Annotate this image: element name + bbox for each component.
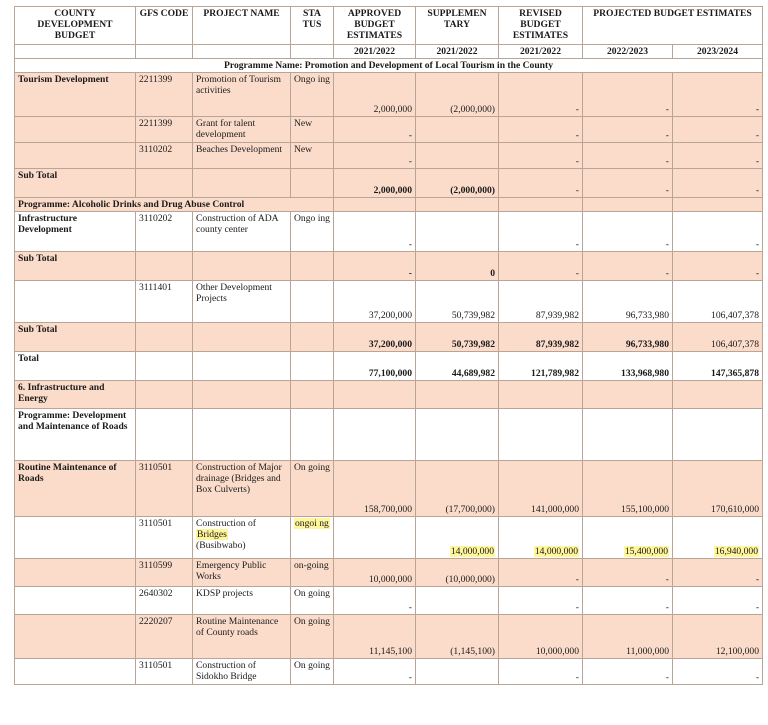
year-row [15,45,763,59]
table-row: 2640302 KDSP projects On going - - - - [15,587,763,615]
header-county-budget: COUNTY DEVELOPMENT BUDGET [15,7,136,45]
header-supplementary: SUPPLEMEN TARY [416,7,499,45]
header-approved: APPROVED BUDGET ESTIMATES [334,7,416,45]
table-row: Routine Maintenance of Roads 3110501 Construction of Major drainage (Bridges and Box Culverts) On going 158,700,000 (17,700,000) 141,000,000 155,100,000 170,610,000 [15,461,763,517]
header-row [15,7,763,45]
year-approved: 2021/2022 [334,45,416,59]
programme-row: Programme: Development and Maintenance of Roads [15,409,763,461]
year-revised: 2021/2022 [499,45,583,59]
table-row: 2211399 Grant for talent development New - - - - [15,117,763,143]
year-supplementary: 2021/2022 [416,45,499,59]
subtotal-row: Sub Total 2,000,000 (2,000,000) - - - [15,169,763,198]
header-status: STA TUS [291,7,334,45]
budget-table-wrapper [14,6,762,685]
header-gfs-code: GFS CODE [136,7,193,45]
table-row: 3110599 Emergency Public Works on-going 10,000,000 (10,000,000) - - - [15,559,763,587]
table-row: 3111401 Other Development Projects 37,200,000 50,739,982 87,939,982 96,733,980 106,407,378 [15,281,763,323]
table-row: 3110501 Construction of Bridges (Busibwabo) ongoi ng 14,000,000 14,000,000 15,400,000 16,940,000 [15,517,763,559]
section-row: 6. Infrastructure and Energy [15,381,763,409]
table-row: Tourism Development 2211399 Promotion of Tourism activities Ongo ing 2,000,000 (2,000,000) - - - [15,73,763,117]
table-row: 3110501 Construction of Sidokho Bridge On going - - - - [15,659,763,685]
table-row: Infrastructure Development 3110202 Construction of ADA county center Ongo ing - - - - [15,212,763,252]
programme-row: Programme Name: Promotion and Development of Local Tourism in the County [15,59,763,73]
table-row: 2220207 Routine Maintenance of County roads On going 11,145,100 (1,145,100) 10,000,000 11,000,000 12,100,000 [15,615,763,659]
header-projected: PROJECTED BUDGET ESTIMATES [583,7,763,45]
year-projected-1: 2022/2023 [583,45,673,59]
total-row: Total 77,100,000 44,689,982 121,789,982 133,968,980 147,365,878 [15,352,763,381]
programme-row: Programme: Alcoholic Drinks and Drug Abuse Control [15,198,763,212]
header-revised: REVISED BUDGET ESTIMATES [499,7,583,45]
subtotal-row: Sub Total 37,200,000 50,739,982 87,939,982 96,733,980 106,407,378 [15,323,763,352]
subtotal-row: Sub Total - 0 - - - [15,252,763,281]
table-row: 3110202 Beaches Development New - - - - [15,143,763,169]
header-project-name: PROJECT NAME [193,7,291,45]
budget-table [14,6,763,685]
year-projected-2: 2023/2024 [673,45,763,59]
